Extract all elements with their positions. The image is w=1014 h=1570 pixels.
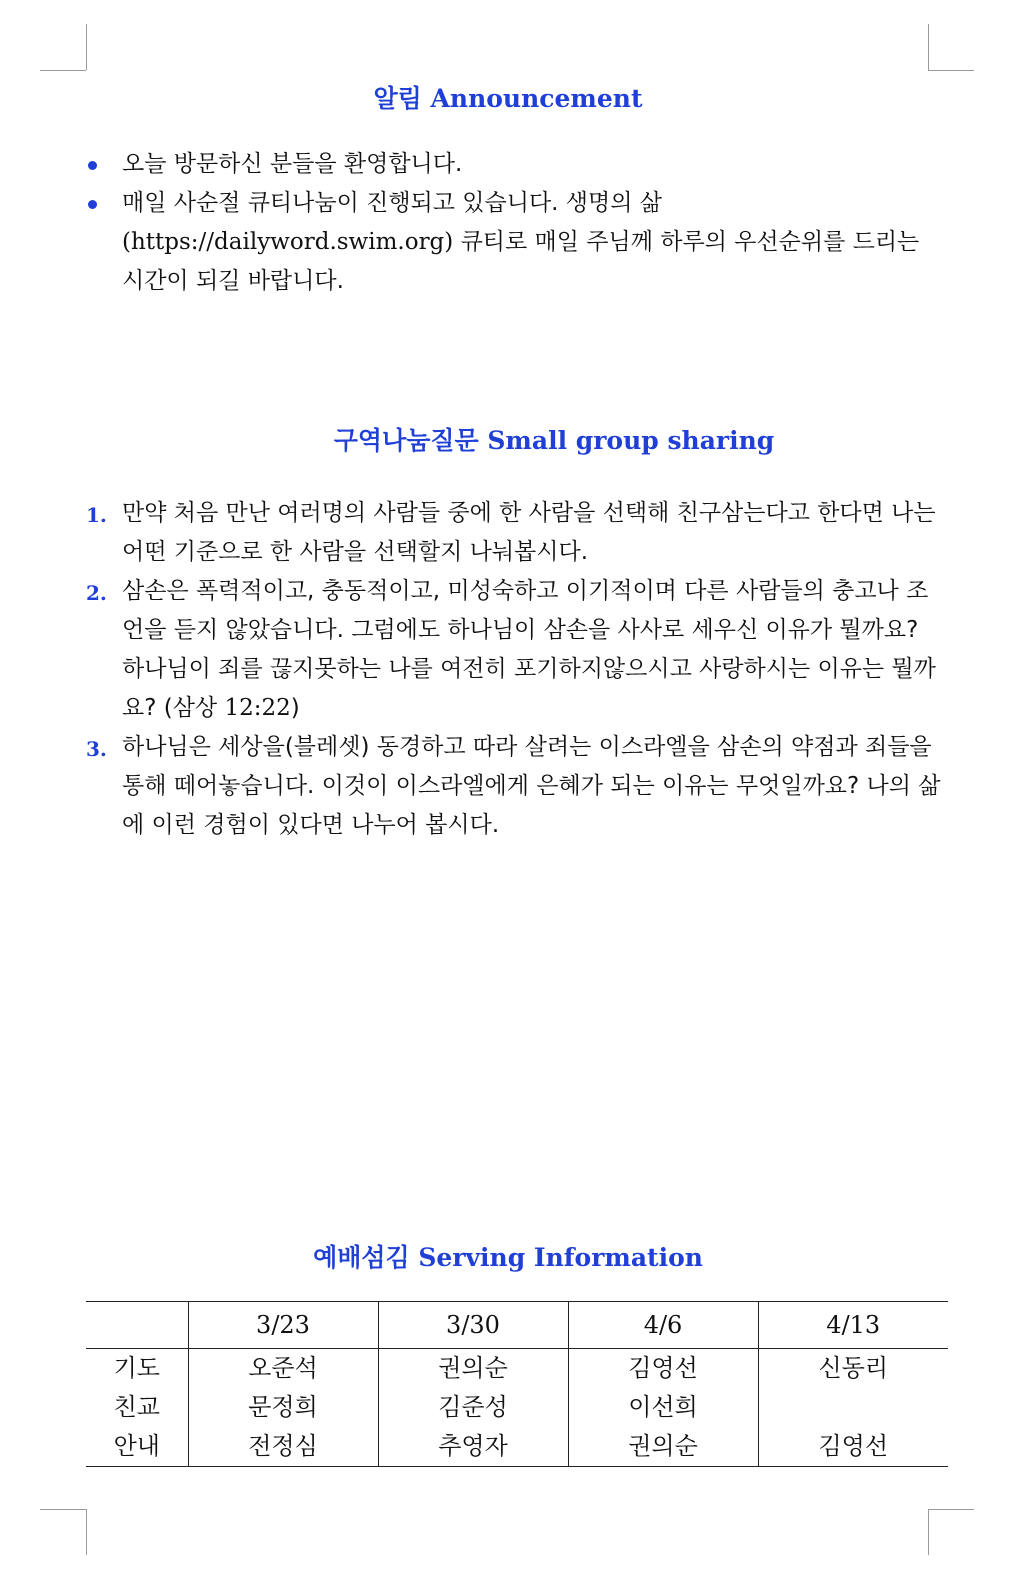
question-text: 만약 처음 만난 여러명의 사람들 중에 한 사람을 선택해 친구삼는다고 한다면 나는 어떤 기준으로 한 사람을 선택할지 나눠봅시다.: [122, 500, 936, 565]
table-cell: 권의순: [378, 1349, 568, 1389]
crop-mark: [86, 1509, 87, 1555]
date-header: 4/13: [758, 1302, 948, 1349]
small-group-title: 구역나눔질문 Small group sharing: [333, 426, 775, 455]
announcement-list: [86, 145, 946, 301]
question-text: 하나님은 세상을(블레셋) 동경하고 따라 살려는 이스라엘을 삼손의 약점과 죄들을 통해 떼어놓습니다. 이것이 이스라엘에게 은혜가 되는 이유는 무엇일까요? 나의 삶에 이런 경험이 있다면 나누어 봅시다.: [122, 734, 941, 838]
crop-mark: [928, 1509, 929, 1555]
table-cell: 김영선: [758, 1427, 948, 1467]
crop-mark: [928, 1509, 974, 1510]
table-cell: 문정희: [188, 1388, 378, 1427]
table-cell: 권의순: [568, 1427, 758, 1467]
question-number: 2.: [86, 581, 107, 605]
table-row: [86, 1427, 948, 1467]
crop-mark: [928, 24, 929, 70]
qt-url-link[interactable]: (https://dailyword.swim.org): [122, 229, 454, 255]
bullet-icon: [88, 161, 97, 170]
announcement-text: 큐티로 매일 주님께 하루의 우선순위를 드리는 시간이 되길 바랍니다.: [122, 229, 920, 294]
role-label: 친교: [113, 1393, 160, 1421]
bullet-icon: [88, 200, 97, 209]
question-list: [86, 494, 946, 845]
crop-mark: [40, 1509, 86, 1510]
table-cell: 이선희: [568, 1388, 758, 1427]
table-row: [86, 1349, 948, 1389]
table-cell: 오준석: [188, 1349, 378, 1389]
date-header: 4/6: [568, 1302, 758, 1349]
table-cell: 전정심: [188, 1427, 378, 1467]
serving-title: 예배섬김 Serving Information: [313, 1243, 703, 1272]
table-header-row: [86, 1302, 948, 1349]
role-label: 기도: [113, 1354, 160, 1382]
question-number: 3.: [86, 737, 107, 761]
table-cell: 신동리: [758, 1349, 948, 1389]
scripture-reference: 12:22: [224, 695, 291, 721]
table-cell: 김준성: [378, 1388, 568, 1427]
list-item: [86, 145, 946, 184]
announcement-text: 매일 사순절 큐티나눔이 진행되고 있습니다. 생명의 삶: [122, 190, 662, 216]
list-item: [86, 184, 946, 301]
announcement-text: 오늘 방문하신 분들을 환영합니다.: [122, 151, 463, 177]
question-text: 삼손은 폭력적이고, 충동적이고, 미성숙하고 이기적이며 다른 사람들의 충고나 조언을 듣지 않았습니다. 그럼에도 하나님이 삼손을 사사로 세우신 이유가 뭘까요? 하나님이 죄를 끊지못하는 나를 여전히 포기하지않으시고 사랑하시는 이유는 뭘까요? (삼상: [122, 578, 936, 721]
list-item: [86, 494, 946, 572]
question-number: 1.: [86, 503, 107, 527]
table-row: [86, 1388, 948, 1427]
list-item: [86, 728, 946, 845]
list-item: [86, 572, 946, 728]
table-cell: 추영자: [378, 1427, 568, 1467]
question-text-end: ): [290, 695, 300, 721]
crop-mark: [40, 70, 86, 71]
crop-mark: [928, 70, 974, 71]
crop-mark: [86, 24, 87, 70]
table-cell: 김영선: [568, 1349, 758, 1389]
serving-table: [86, 1301, 948, 1467]
table-corner: [86, 1302, 188, 1349]
date-header: 3/30: [378, 1302, 568, 1349]
table-cell: [758, 1388, 948, 1427]
date-header: 3/23: [188, 1302, 378, 1349]
announcement-title: 알림 Announcement: [373, 84, 643, 113]
role-label: 안내: [86, 1427, 188, 1467]
